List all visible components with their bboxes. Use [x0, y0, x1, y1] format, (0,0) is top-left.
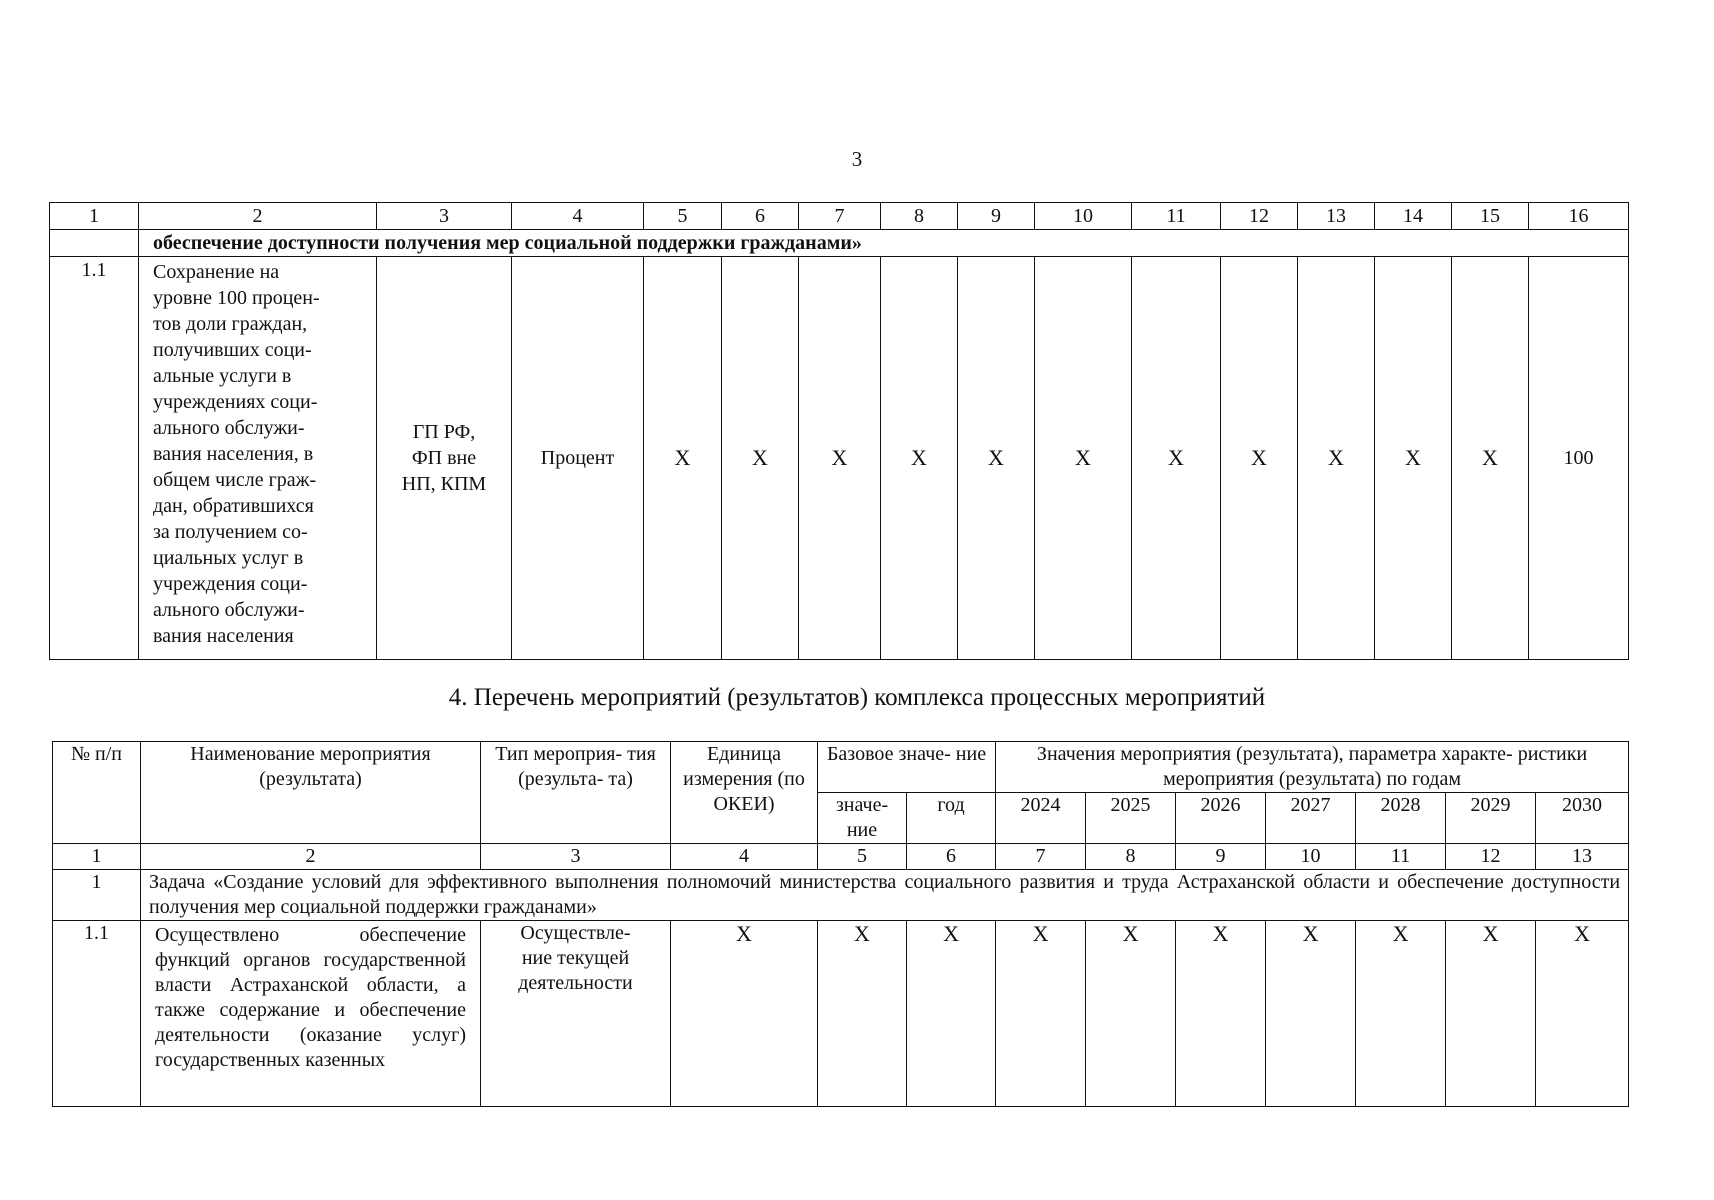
- indicator-name-line: общем числе граж-: [153, 469, 317, 491]
- column-number-row: [50, 203, 1629, 230]
- value-cell: X: [907, 921, 996, 1107]
- value-cell: X: [1132, 257, 1221, 660]
- level-line: ГП РФ,: [412, 421, 476, 443]
- column-number: 5: [818, 844, 907, 870]
- value-cell: X: [1298, 257, 1375, 660]
- header-year: 2027: [1266, 793, 1356, 844]
- table-row: [50, 257, 1629, 660]
- row-number: 1.1: [50, 257, 139, 660]
- header-name: Наименование мероприятия (результата): [141, 742, 481, 844]
- indicator-name-line: вания населения: [153, 625, 294, 647]
- column-number: 3: [481, 844, 671, 870]
- column-number: 11: [1356, 844, 1446, 870]
- column-number: 5: [644, 203, 722, 230]
- column-number: 6: [907, 844, 996, 870]
- column-number: 7: [799, 203, 881, 230]
- measures-table: [52, 741, 1629, 1107]
- task-row: [50, 230, 1629, 257]
- header-year: 2030: [1536, 793, 1629, 844]
- task-text: Задача «Создание условий для эффективного выполнения полномочий министерства социального развития и труда Астраханской области и обеспечение доступности получения мер социальной поддержки гражданами»: [141, 870, 1629, 921]
- indicator-name-line: альные услуги в: [153, 365, 292, 387]
- header-num: № п/п: [53, 742, 141, 844]
- page-number: 3: [851, 147, 863, 171]
- table-row: [53, 921, 1629, 1107]
- indicator-name-line: получивших соци-: [153, 339, 312, 361]
- indicator-name-line: Сохранение на: [153, 261, 280, 283]
- header-year: 2029: [1446, 793, 1536, 844]
- column-number-row: [53, 844, 1629, 870]
- column-number: 12: [1221, 203, 1298, 230]
- indicator-level: [377, 257, 512, 660]
- value-cell: X: [1375, 257, 1452, 660]
- section-title: 4. Перечень мероприятий (результатов) комплекса процессных мероприятий: [448, 684, 1266, 711]
- value-cell: X: [958, 257, 1035, 660]
- header-year: 2025: [1086, 793, 1176, 844]
- value-cell: X: [799, 257, 881, 660]
- task-text: обеспечение доступности получения мер социальной поддержки гражданами»: [139, 230, 1629, 257]
- column-number: 12: [1446, 844, 1536, 870]
- column-number: 6: [722, 203, 799, 230]
- indicator-name-line: тов доли граждан,: [153, 313, 308, 335]
- column-number: 7: [996, 844, 1086, 870]
- column-number: 2: [141, 844, 481, 870]
- column-number: 9: [958, 203, 1035, 230]
- header-values-group: Значения мероприятия (результата), параметра характе- ристики мероприятия (результата) по годам: [996, 742, 1629, 793]
- header-year: 2024: [996, 793, 1086, 844]
- column-number: 9: [1176, 844, 1266, 870]
- level-line: НП, КПМ: [401, 473, 487, 495]
- indicator-unit: Процент: [512, 257, 644, 660]
- value-cell: X: [644, 257, 722, 660]
- column-number: 10: [1266, 844, 1356, 870]
- indicator-name: [139, 257, 377, 660]
- indicator-name-line: уровне 100 процен-: [153, 287, 320, 309]
- indicator-name-line: за получением со-: [153, 521, 308, 543]
- task-num: 1: [53, 870, 141, 921]
- value-cell: X: [1536, 921, 1629, 1107]
- column-number: 3: [377, 203, 512, 230]
- value-cell: X: [996, 921, 1086, 1107]
- measure-name: Осуществлено обеспечение функций органов государственной власти Астраханской области, а также содержание и обеспечение деятельности (оказание услуг) государственных казенных: [141, 921, 481, 1107]
- column-number: 10: [1035, 203, 1132, 230]
- task-row: [53, 870, 1629, 921]
- row-number: 1.1: [53, 921, 141, 1107]
- value-cell: X: [1446, 921, 1536, 1107]
- column-number: 2: [139, 203, 377, 230]
- type-line: деятельности: [518, 972, 633, 994]
- task-num-cell: [50, 230, 139, 257]
- value-cell: 100: [1529, 257, 1629, 660]
- indicators-table: [49, 202, 1629, 660]
- column-number: 1: [50, 203, 139, 230]
- value-cell: X: [1266, 921, 1356, 1107]
- value-cell: X: [671, 921, 818, 1107]
- value-cell: X: [1221, 257, 1298, 660]
- column-number: 13: [1536, 844, 1629, 870]
- column-number: 8: [1086, 844, 1176, 870]
- indicator-name-line: вания населения, в: [153, 443, 314, 465]
- column-number: 11: [1132, 203, 1221, 230]
- header-row: [53, 742, 1629, 793]
- header-year: 2028: [1356, 793, 1446, 844]
- value-cell: X: [1452, 257, 1529, 660]
- indicator-name-line: дан, обратившихся: [153, 495, 314, 517]
- value-cell: X: [1356, 921, 1446, 1107]
- measure-type: [481, 921, 671, 1107]
- header-type: Тип мероприя- тия (результа- та): [481, 742, 671, 844]
- column-number: 16: [1529, 203, 1629, 230]
- header-base-value: значе- ние: [818, 793, 907, 844]
- indicator-name-line: циальных услуг в: [153, 547, 304, 569]
- value-cell: X: [1035, 257, 1132, 660]
- column-number: 13: [1298, 203, 1375, 230]
- header-year: 2026: [1176, 793, 1266, 844]
- column-number: 8: [881, 203, 958, 230]
- value-cell: X: [722, 257, 799, 660]
- column-number: 4: [671, 844, 818, 870]
- value-cell: X: [881, 257, 958, 660]
- header-base-year: год: [907, 793, 996, 844]
- column-number: 14: [1375, 203, 1452, 230]
- type-line: ние текущей: [521, 947, 630, 969]
- column-number: 15: [1452, 203, 1529, 230]
- type-line: Осуществле-: [520, 922, 631, 944]
- indicator-name-line: учреждения соци-: [153, 573, 308, 595]
- value-cell: X: [818, 921, 907, 1107]
- indicator-name-line: учреждениях соци-: [153, 391, 318, 413]
- indicator-name-line: ального обслужи-: [153, 417, 305, 439]
- value-cell: X: [1086, 921, 1176, 1107]
- header-base: Базовое значе- ние: [818, 742, 996, 793]
- column-number: 4: [512, 203, 644, 230]
- value-cell: X: [1176, 921, 1266, 1107]
- level-line: ФП вне: [411, 447, 477, 469]
- header-unit: Единица измерения (по ОКЕИ): [671, 742, 818, 844]
- indicator-name-line: ального обслужи-: [153, 599, 305, 621]
- column-number: 1: [53, 844, 141, 870]
